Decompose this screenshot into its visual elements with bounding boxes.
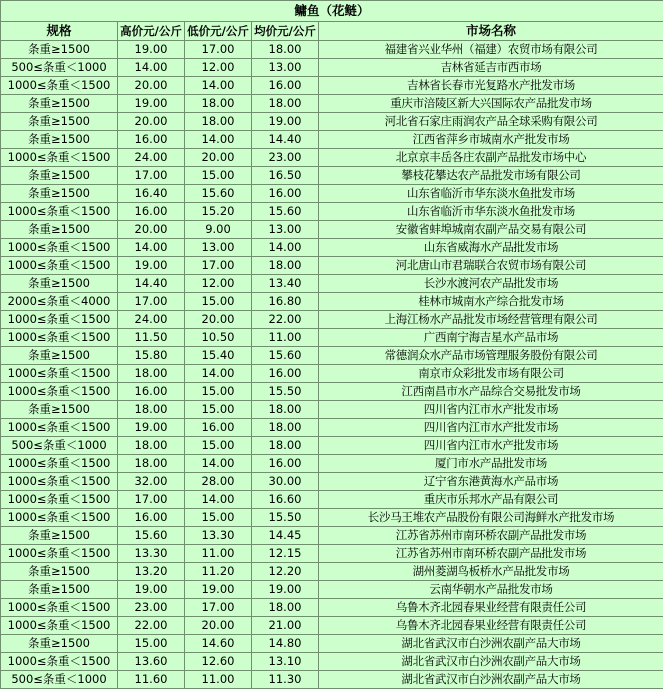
table-row	[1, 203, 663, 221]
cell-high-price[interactable]: 18.00	[118, 365, 185, 383]
table-row	[1, 365, 663, 383]
cell-low-price[interactable]: 14.00	[185, 131, 252, 149]
cell-high-price[interactable]: 19.00	[118, 581, 185, 599]
cell-avg-price[interactable]: 22.00	[252, 311, 319, 329]
table-title[interactable]: 鳙鱼（花鲢）	[1, 1, 663, 22]
cell-low-price[interactable]: 17.00	[185, 41, 252, 59]
cell-low-price[interactable]: 11.20	[185, 563, 252, 581]
table-row	[1, 653, 663, 671]
cell-low-price[interactable]: 14.00	[185, 365, 252, 383]
cell-low-price[interactable]: 15.00	[185, 293, 252, 311]
cell-avg-price[interactable]: 14.80	[252, 635, 319, 653]
header-row	[1, 22, 663, 41]
table-row	[1, 545, 663, 563]
table-row	[1, 167, 663, 185]
cell-avg-price[interactable]: 16.00	[252, 77, 319, 95]
cell-market[interactable]: 江西省萍乡市城南水产批发市场	[319, 131, 663, 149]
cell-market[interactable]: 山东省威海水产品批发市场	[319, 239, 663, 257]
cell-market[interactable]: 四川省内江市水产批发市场	[319, 419, 663, 437]
table-row	[1, 491, 663, 509]
cell-spec[interactable]: 1000≤条重＜1500	[1, 149, 118, 167]
header-spec[interactable]: 规格	[1, 22, 118, 41]
cell-spec[interactable]: 条重≥1500	[1, 527, 118, 545]
cell-avg-price[interactable]: 19.00	[252, 581, 319, 599]
cell-avg-price[interactable]: 14.00	[252, 239, 319, 257]
cell-low-price[interactable]: 14.60	[185, 635, 252, 653]
cell-low-price[interactable]: 28.00	[185, 473, 252, 491]
table-row	[1, 77, 663, 95]
cell-market[interactable]: 厦门市水产品批发市场	[319, 455, 663, 473]
cell-market[interactable]: 长沙水渡河农产品批发市场	[319, 275, 663, 293]
cell-spec[interactable]: 1000≤条重＜1500	[1, 617, 118, 635]
cell-avg-price[interactable]: 16.80	[252, 293, 319, 311]
header-market[interactable]: 市场名称	[319, 22, 663, 41]
cell-avg-price[interactable]: 16.00	[252, 365, 319, 383]
cell-spec[interactable]: 条重≥1500	[1, 131, 118, 149]
cell-spec[interactable]: 条重≥1500	[1, 41, 118, 59]
cell-market[interactable]: 湖州菱湖鸟板桥水产品批发市场	[319, 563, 663, 581]
cell-high-price[interactable]: 22.00	[118, 617, 185, 635]
cell-market[interactable]: 上海江杨水产品批发市场经营管理有限公司	[319, 311, 663, 329]
cell-high-price[interactable]: 14.00	[118, 59, 185, 77]
cell-low-price[interactable]: 13.30	[185, 527, 252, 545]
cell-high-price[interactable]: 17.00	[118, 293, 185, 311]
cell-low-price[interactable]: 13.00	[185, 239, 252, 257]
cell-avg-price[interactable]: 18.00	[252, 599, 319, 617]
cell-low-price[interactable]: 12.00	[185, 59, 252, 77]
table-row	[1, 563, 663, 581]
cell-high-price[interactable]: 18.00	[118, 437, 185, 455]
table-row	[1, 275, 663, 293]
cell-market[interactable]: 山东省临沂市华东淡水鱼批发市场	[319, 185, 663, 203]
cell-low-price[interactable]: 10.50	[185, 329, 252, 347]
table-row	[1, 383, 663, 401]
cell-low-price[interactable]: 20.00	[185, 149, 252, 167]
cell-low-price[interactable]: 15.00	[185, 401, 252, 419]
cell-low-price[interactable]: 15.00	[185, 383, 252, 401]
cell-spec[interactable]: 1000≤条重＜1500	[1, 203, 118, 221]
cell-high-price[interactable]: 16.40	[118, 185, 185, 203]
cell-market[interactable]: 广西南宁海吉星水产品市场	[319, 329, 663, 347]
cell-low-price[interactable]: 19.00	[185, 581, 252, 599]
cell-avg-price[interactable]: 15.50	[252, 383, 319, 401]
table-row	[1, 293, 663, 311]
table-row	[1, 95, 663, 113]
cell-spec[interactable]: 1000≤条重＜1500	[1, 365, 118, 383]
table-row	[1, 59, 663, 77]
table-row	[1, 455, 663, 473]
cell-avg-price[interactable]: 14.45	[252, 527, 319, 545]
cell-high-price[interactable]: 16.00	[118, 131, 185, 149]
cell-market[interactable]: 长沙马王堆农产品股份有限公司海鲜水产批发市场	[319, 509, 663, 527]
cell-high-price[interactable]: 16.00	[118, 203, 185, 221]
cell-avg-price[interactable]: 13.00	[252, 59, 319, 77]
cell-low-price[interactable]: 12.00	[185, 275, 252, 293]
cell-spec[interactable]: 条重≥1500	[1, 347, 118, 365]
cell-market[interactable]: 吉林省延吉市西市场	[319, 59, 663, 77]
cell-low-price[interactable]: 11.00	[185, 671, 252, 689]
cell-high-price[interactable]: 20.00	[118, 77, 185, 95]
cell-spec[interactable]: 1000≤条重＜1500	[1, 653, 118, 671]
cell-spec[interactable]: 1000≤条重＜1500	[1, 77, 118, 95]
cell-market[interactable]: 湖北省武汉市白沙洲农副产品大市场	[319, 671, 663, 689]
cell-spec[interactable]: 1000≤条重＜1500	[1, 311, 118, 329]
cell-high-price[interactable]: 18.00	[118, 455, 185, 473]
cell-avg-price[interactable]: 15.60	[252, 347, 319, 365]
cell-avg-price[interactable]: 18.00	[252, 41, 319, 59]
cell-avg-price[interactable]: 18.00	[252, 401, 319, 419]
cell-high-price[interactable]: 14.40	[118, 275, 185, 293]
cell-high-price[interactable]: 17.00	[118, 167, 185, 185]
cell-avg-price[interactable]: 13.10	[252, 653, 319, 671]
cell-market[interactable]: 云南华朝水产品批发市场	[319, 581, 663, 599]
cell-high-price[interactable]: 15.60	[118, 527, 185, 545]
cell-low-price[interactable]: 17.00	[185, 599, 252, 617]
cell-spec[interactable]: 1000≤条重＜1500	[1, 599, 118, 617]
cell-low-price[interactable]: 15.20	[185, 203, 252, 221]
cell-market[interactable]: 重庆市乐邦水产品有限公司	[319, 491, 663, 509]
table-row	[1, 509, 663, 527]
cell-low-price[interactable]: 16.00	[185, 419, 252, 437]
cell-avg-price[interactable]: 21.00	[252, 617, 319, 635]
cell-avg-price[interactable]: 13.40	[252, 275, 319, 293]
table-row	[1, 473, 663, 491]
cell-spec[interactable]: 500≤条重＜1000	[1, 59, 118, 77]
cell-high-price[interactable]: 14.00	[118, 239, 185, 257]
cell-avg-price[interactable]: 19.00	[252, 113, 319, 131]
table-row	[1, 419, 663, 437]
cell-spec[interactable]: 1000≤条重＜1500	[1, 491, 118, 509]
cell-high-price[interactable]: 32.00	[118, 473, 185, 491]
cell-spec[interactable]: 1000≤条重＜1500	[1, 257, 118, 275]
cell-market[interactable]: 河北唐山市君瑞联合农贸市场有限公司	[319, 257, 663, 275]
cell-low-price[interactable]: 12.60	[185, 653, 252, 671]
table-row	[1, 41, 663, 59]
table-row	[1, 329, 663, 347]
cell-high-price[interactable]: 20.00	[118, 221, 185, 239]
cell-avg-price[interactable]: 30.00	[252, 473, 319, 491]
cell-market[interactable]: 重庆市涪陵区新大兴国际农产品批发市场	[319, 95, 663, 113]
cell-high-price[interactable]: 13.60	[118, 653, 185, 671]
cell-high-price[interactable]: 11.60	[118, 671, 185, 689]
cell-market[interactable]: 常德润众水产品市场管理服务股份有限公司	[319, 347, 663, 365]
cell-low-price[interactable]: 14.00	[185, 455, 252, 473]
cell-market[interactable]: 湖北省武汉市白沙洲农副产品大市场	[319, 653, 663, 671]
cell-high-price[interactable]: 17.00	[118, 491, 185, 509]
cell-avg-price[interactable]: 18.00	[252, 95, 319, 113]
cell-market[interactable]: 山东省临沂市华东淡水鱼批发市场	[319, 203, 663, 221]
cell-high-price[interactable]: 19.00	[118, 95, 185, 113]
table-row	[1, 239, 663, 257]
cell-market[interactable]: 江苏省苏州市南环桥农副产品批发市场	[319, 545, 663, 563]
cell-high-price[interactable]: 11.50	[118, 329, 185, 347]
title-row	[1, 1, 663, 22]
cell-market[interactable]: 安徽省蚌埠城南农副产品交易有限公司	[319, 221, 663, 239]
cell-avg-price[interactable]: 16.60	[252, 491, 319, 509]
table-row	[1, 437, 663, 455]
cell-high-price[interactable]: 23.00	[118, 599, 185, 617]
cell-spec[interactable]: 条重≥1500	[1, 185, 118, 203]
table-row	[1, 347, 663, 365]
cell-market[interactable]: 辽宁省东港黄海水产品市场	[319, 473, 663, 491]
cell-market[interactable]: 北京京丰岳各庄农副产品批发市场中心	[319, 149, 663, 167]
cell-market[interactable]: 江苏省苏州市南环桥农副产品批发市场	[319, 527, 663, 545]
cell-high-price[interactable]: 20.00	[118, 113, 185, 131]
cell-market[interactable]: 乌鲁木齐北园春果业经营有限责任公司	[319, 599, 663, 617]
table-row	[1, 617, 663, 635]
cell-avg-price[interactable]: 23.00	[252, 149, 319, 167]
cell-spec[interactable]: 条重≥1500	[1, 113, 118, 131]
table-row	[1, 401, 663, 419]
cell-spec[interactable]: 1000≤条重＜1500	[1, 455, 118, 473]
cell-low-price[interactable]: 18.00	[185, 113, 252, 131]
table-row	[1, 671, 663, 689]
cell-spec[interactable]: 条重≥1500	[1, 221, 118, 239]
cell-market[interactable]: 四川省内江市水产批发市场	[319, 401, 663, 419]
table-row	[1, 527, 663, 545]
cell-high-price[interactable]: 15.00	[118, 635, 185, 653]
cell-market[interactable]: 河北省石家庄雨润农产品全球采购有限公司	[319, 113, 663, 131]
cell-avg-price[interactable]: 12.20	[252, 563, 319, 581]
cell-spec[interactable]: 条重≥1500	[1, 401, 118, 419]
cell-high-price[interactable]: 19.00	[118, 41, 185, 59]
cell-avg-price[interactable]: 15.60	[252, 203, 319, 221]
cell-low-price[interactable]: 17.00	[185, 257, 252, 275]
cell-spec[interactable]: 1000≤条重＜1500	[1, 545, 118, 563]
cell-spec[interactable]: 条重≥1500	[1, 563, 118, 581]
cell-spec[interactable]: 条重≥1500	[1, 581, 118, 599]
cell-high-price[interactable]: 13.30	[118, 545, 185, 563]
table-row	[1, 113, 663, 131]
cell-low-price[interactable]: 14.00	[185, 491, 252, 509]
cell-avg-price[interactable]: 16.00	[252, 185, 319, 203]
cell-avg-price[interactable]: 16.50	[252, 167, 319, 185]
cell-spec[interactable]: 1000≤条重＜1500	[1, 239, 118, 257]
cell-market[interactable]: 四川省内江市水产批发市场	[319, 437, 663, 455]
cell-low-price[interactable]: 18.00	[185, 95, 252, 113]
cell-market[interactable]: 福建省兴业华州（福建）农贸市场有限公司	[319, 41, 663, 59]
cell-spec[interactable]: 500≤条重＜1000	[1, 437, 118, 455]
cell-avg-price[interactable]: 11.30	[252, 671, 319, 689]
header-avg-price[interactable]: 均价元/公斤	[252, 22, 319, 41]
cell-avg-price[interactable]: 16.00	[252, 455, 319, 473]
cell-low-price[interactable]: 9.00	[185, 221, 252, 239]
cell-market[interactable]: 攀枝花攀达农产品批发市场有限公司	[319, 167, 663, 185]
table-row	[1, 599, 663, 617]
cell-high-price[interactable]: 15.80	[118, 347, 185, 365]
cell-spec[interactable]: 1000≤条重＜1500	[1, 473, 118, 491]
cell-market[interactable]: 南京市众彩批发市场有限公司	[319, 365, 663, 383]
cell-spec[interactable]: 1000≤条重＜1500	[1, 329, 118, 347]
cell-low-price[interactable]: 14.00	[185, 77, 252, 95]
cell-spec[interactable]: 条重≥1500	[1, 95, 118, 113]
cell-spec[interactable]: 条重≥1500	[1, 275, 118, 293]
cell-low-price[interactable]: 15.00	[185, 167, 252, 185]
cell-low-price[interactable]: 15.00	[185, 437, 252, 455]
table-row	[1, 635, 663, 653]
cell-spec[interactable]: 1000≤条重＜1500	[1, 509, 118, 527]
table-row	[1, 581, 663, 599]
cell-avg-price[interactable]: 12.15	[252, 545, 319, 563]
cell-high-price[interactable]: 24.00	[118, 149, 185, 167]
cell-low-price[interactable]: 15.40	[185, 347, 252, 365]
cell-market[interactable]: 吉林省长春市光复路水产批发市场	[319, 77, 663, 95]
cell-high-price[interactable]: 16.00	[118, 509, 185, 527]
table-row	[1, 311, 663, 329]
cell-high-price[interactable]: 18.00	[118, 401, 185, 419]
cell-spec[interactable]: 条重≥1500	[1, 635, 118, 653]
cell-high-price[interactable]: 19.00	[118, 257, 185, 275]
cell-market[interactable]: 乌鲁木齐北园春果业经营有限责任公司	[319, 617, 663, 635]
table-row	[1, 149, 663, 167]
cell-spec[interactable]: 条重≥1500	[1, 167, 118, 185]
cell-avg-price[interactable]: 13.00	[252, 221, 319, 239]
table-row	[1, 257, 663, 275]
header-high-price[interactable]: 高价元/公斤	[118, 22, 185, 41]
cell-avg-price[interactable]: 18.00	[252, 257, 319, 275]
header-low-price[interactable]: 低价元/公斤	[185, 22, 252, 41]
cell-spec[interactable]: 500≤条重＜1000	[1, 671, 118, 689]
cell-market[interactable]: 湖北省武汉市白沙洲农副产品大市场	[319, 635, 663, 653]
cell-market[interactable]: 桂林市城南水产综合批发市场	[319, 293, 663, 311]
table-row	[1, 131, 663, 149]
cell-low-price[interactable]: 15.00	[185, 509, 252, 527]
cell-avg-price[interactable]: 15.50	[252, 509, 319, 527]
cell-low-price[interactable]: 11.00	[185, 545, 252, 563]
cell-avg-price[interactable]: 18.00	[252, 437, 319, 455]
cell-avg-price[interactable]: 14.40	[252, 131, 319, 149]
cell-low-price[interactable]: 20.00	[185, 311, 252, 329]
table-row	[1, 185, 663, 203]
cell-high-price[interactable]: 13.20	[118, 563, 185, 581]
table-row	[1, 221, 663, 239]
cell-spec[interactable]: 2000≤条重＜4000	[1, 293, 118, 311]
cell-avg-price[interactable]: 18.00	[252, 419, 319, 437]
cell-high-price[interactable]: 24.00	[118, 311, 185, 329]
cell-spec[interactable]: 1000≤条重＜1500	[1, 419, 118, 437]
cell-low-price[interactable]: 20.00	[185, 617, 252, 635]
cell-high-price[interactable]: 19.00	[118, 419, 185, 437]
cell-market[interactable]: 江西南昌市水产品综合交易批发市场	[319, 383, 663, 401]
cell-low-price[interactable]: 15.60	[185, 185, 252, 203]
cell-spec[interactable]: 1000≤条重＜1500	[1, 383, 118, 401]
cell-high-price[interactable]: 16.00	[118, 383, 185, 401]
cell-avg-price[interactable]: 11.00	[252, 329, 319, 347]
